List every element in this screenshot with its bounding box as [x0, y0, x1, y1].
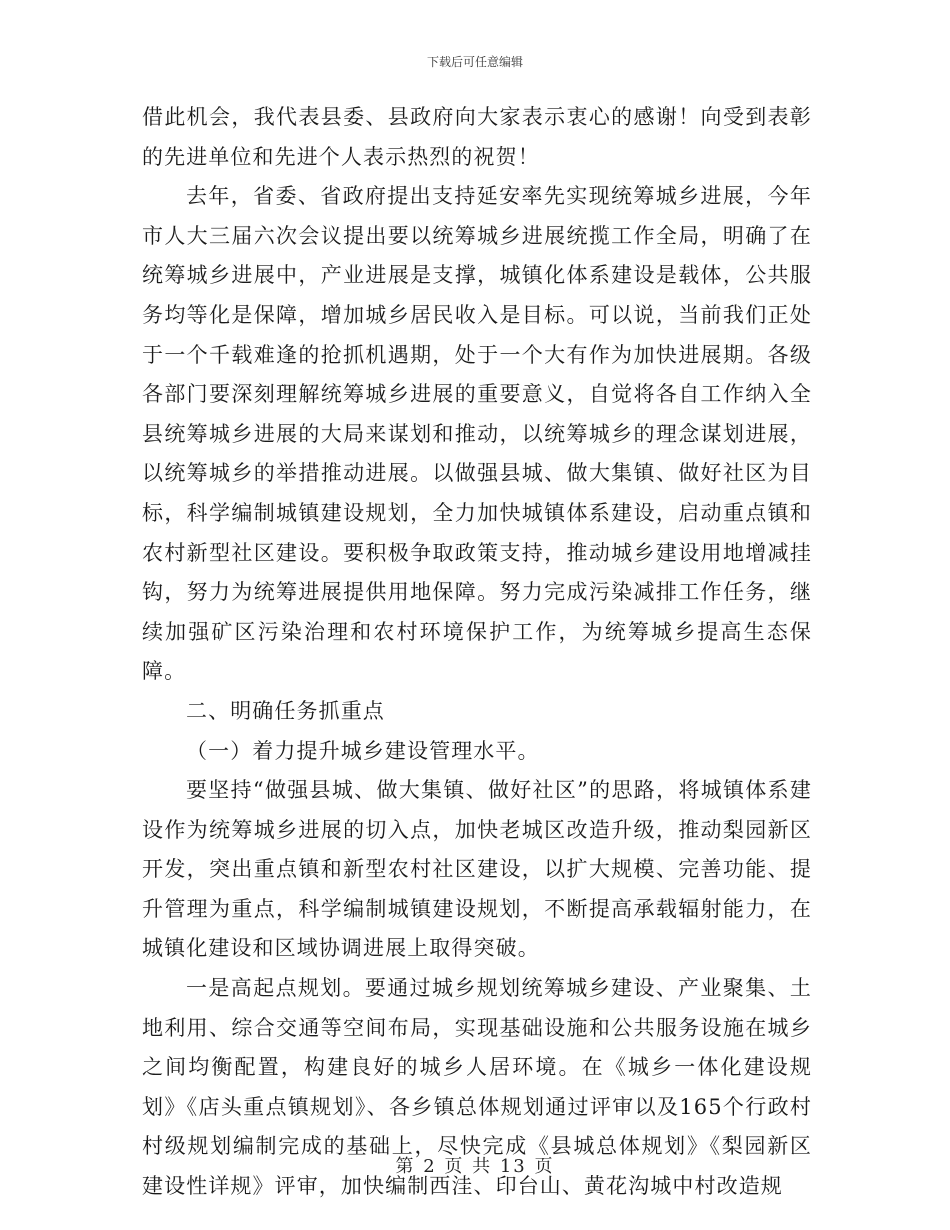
paragraph-urban-system: 要坚持“做强县城、做大集镇、做好社区”的思路，将城镇体系建设作为统筹城乡进展的切入点，加快老城区改造升级，推动梨园新区开发，突出重点镇和新型农村社区建设，以扩大规模、完善功能、提升管理为重点，科学编制城镇建设规划，不断提高承载辐射能力，在城镇化建设和区域协调进展上取得突破。 [142, 778, 812, 961]
paragraph-background: 去年，省委、省政府提出支持延安率先实现统筹城乡进展，今年市人大三届六次会议提出要以统筹城乡进展统揽工作全局，明确了在统筹城乡进展中，产业进展是支撑，城镇化体系建设是载体，公共服务均等化是保障，增加城乡居民收入是目标。可以说，当前我们正处于一个千载难逢的抢抓机遇期，处于一个大有作为加快进展期。各级各部门要深刻理解统筹城乡进展的重要意义，自觉将各自工作纳入全县统筹城乡进展的大局来谋划和推动，以统筹城乡的理念谋划进展，以统筹城乡的举措推动进展。以做强县城、做大集镇、做好社区为目标，科学编制城镇建设规划，全力加快城镇体系建设，启动重点镇和农村新型社区建设。要积极争取政策支持，推动城乡建设用地增减挂钩，努力为统筹进展提供用地保障。努力完成污染减排工作任务，继续加强矿区污染治理和农村环境保护工作，为统筹城乡提高生态保障。 [142, 184, 812, 684]
document-body [142, 98, 812, 1207]
paragraph-continuation: 借此机会，我代表县委、县政府向大家表示衷心的感谢！向受到表彰的先进单位和先进个人表示热烈的祝贺！ [142, 105, 812, 169]
paragraph-planning: 一是高起点规划。要通过城乡规划统筹城乡建设、产业聚集、土地利用、综合交通等空间布局，实现基础设施和公共服务设施在城乡之间均衡配置，构建良好的城乡人居环境。在《城乡一体化建设规划》《店头重点镇规划》、各乡镇总体规划通过评审以及165个行政村村级规划编制完成的基础上，尽快完成《县城总体规划》《梨园新区建设性详规》评审，加快编制西洼、印台山、黄花沟城中村改造规 [142, 976, 812, 1199]
subsection-heading: （一）着力提升城乡建设管理水平。 [186, 738, 540, 763]
section-heading: 二、明确任务抓重点 [186, 698, 385, 723]
page-header-note: 下载后可任意编辑 [426, 55, 523, 69]
page-number: 第 2 页 共 13 页 [395, 1156, 555, 1177]
